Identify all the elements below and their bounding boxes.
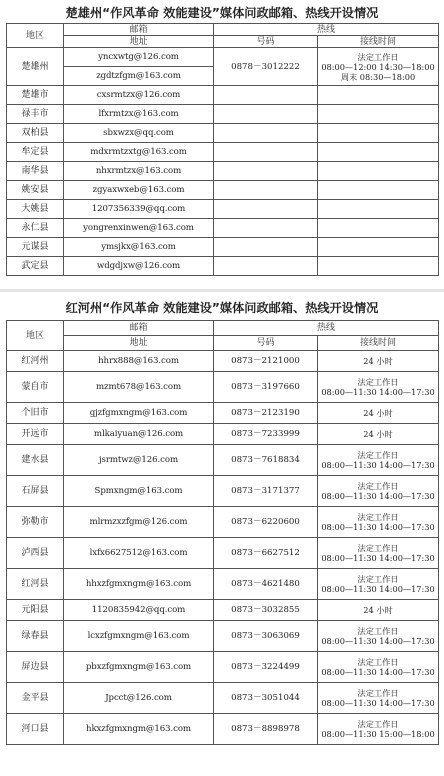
table-row — [7, 424, 439, 445]
region-cell: 红河州 — [7, 351, 64, 372]
region-cell: 永仁县 — [7, 219, 64, 238]
hours-line: 08:00—11:30 14:00—17:30 — [321, 553, 435, 563]
number-cell: 0873－6627512 — [214, 538, 318, 569]
email-cell: jsrmtwz@126.com — [64, 445, 214, 476]
email-cell: mlkaiyuan@126.com — [64, 424, 214, 445]
hours-line: 08:00—11:30 14:00—17:30 — [321, 584, 435, 594]
email-cell: 1207356339@qq.com — [64, 200, 214, 219]
header-region: 地区 — [7, 24, 64, 48]
region-cell: 屏边县 — [7, 652, 64, 683]
region-cell: 牟定县 — [7, 143, 64, 162]
header-number: 号码 — [214, 336, 318, 351]
number-cell — [214, 219, 318, 238]
number-cell: 0873－3171377 — [214, 476, 318, 507]
hours-line: 08:00—12:00 14:30—18:00 — [321, 61, 435, 72]
table-row — [7, 238, 439, 257]
hours-line: 法定工作日 — [357, 481, 399, 491]
region-cell: 楚雄市 — [7, 86, 64, 105]
region-cell: 开远市 — [7, 424, 64, 445]
region-cell: 弥勒市 — [7, 507, 64, 538]
hours-line: 08:00—11:30 15:00—18:00 — [321, 729, 435, 739]
hours-line: 法定工作日 — [357, 51, 399, 62]
section-divider — [0, 289, 444, 292]
hours-cell — [318, 569, 439, 600]
table-row — [7, 538, 439, 569]
table-row — [7, 86, 439, 105]
hours-line: 24 小时 — [363, 429, 393, 439]
number-cell: 0873－6220600 — [214, 507, 318, 538]
hours-line: 08:00—11:30 14:00—17:30 — [321, 387, 435, 397]
region-cell: 姚安县 — [7, 181, 64, 200]
hours-cell — [318, 162, 439, 181]
number-cell: 0873－2121000 — [214, 351, 318, 372]
table-row — [7, 476, 439, 507]
hours-cell — [318, 372, 439, 403]
number-cell: 0878－3012222 — [214, 48, 318, 86]
region-cell: 双柏县 — [7, 124, 64, 143]
chuxiong-contact-table — [6, 23, 439, 276]
region-cell: 南华县 — [7, 162, 64, 181]
table-row — [7, 181, 439, 200]
email-cell: mzmt678@163.com — [64, 372, 214, 403]
email-cell: nhxrmtzx@163.com — [64, 162, 214, 181]
region-cell: 楚雄州 — [7, 48, 64, 86]
region-cell: 武定县 — [7, 257, 64, 276]
table-row — [7, 219, 439, 238]
header-email-address: 地址 — [64, 336, 214, 351]
hours-cell — [318, 143, 439, 162]
hours-cell — [318, 351, 439, 372]
number-cell — [214, 181, 318, 200]
table-row — [7, 683, 439, 714]
number-cell: 0873－3197660 — [214, 372, 318, 403]
hours-line: 08:00—11:30 14:00—17:30 — [321, 522, 435, 532]
email-cell: yncxwtg@126.com — [64, 48, 214, 67]
hours-line: 法定工作日 — [357, 626, 399, 636]
hours-line: 法定工作日 — [357, 657, 399, 667]
region-cell: 红河县 — [7, 569, 64, 600]
number-cell — [214, 124, 318, 143]
header-email-group: 邮箱 — [64, 321, 214, 336]
number-cell: 0873－8898978 — [214, 714, 318, 745]
email-cell: Jpcct@126.com — [64, 683, 214, 714]
table-row — [7, 600, 439, 621]
table-row — [7, 257, 439, 276]
hours-line: 法定工作日 — [357, 688, 399, 698]
hours-cell — [318, 257, 439, 276]
header-email-address: 地址 — [64, 36, 214, 48]
hours-cell — [318, 683, 439, 714]
hours-cell — [318, 507, 439, 538]
hours-line: 法定工作日 — [357, 377, 399, 387]
region-cell: 蒙自市 — [7, 372, 64, 403]
region-cell: 建水县 — [7, 445, 64, 476]
header-number: 号码 — [214, 36, 318, 48]
number-cell: 0873－7233999 — [214, 424, 318, 445]
table-row — [7, 351, 439, 372]
number-cell: 0873－4621480 — [214, 569, 318, 600]
email-cell: zgyaxwxeb@163.com — [64, 181, 214, 200]
hours-line: 08:00—11:30 14:00—17:30 — [321, 698, 435, 708]
hours-cell — [318, 403, 439, 424]
honghe-contact-table — [6, 320, 439, 745]
table-row — [7, 124, 439, 143]
number-cell — [214, 105, 318, 124]
hours-cell — [318, 181, 439, 200]
number-cell: 0873－3224499 — [214, 652, 318, 683]
table-row — [7, 143, 439, 162]
number-cell — [214, 162, 318, 181]
table-row — [7, 162, 439, 181]
region-cell: 石屏县 — [7, 476, 64, 507]
table-row — [7, 445, 439, 476]
email-cell: 1120835942@qq.com — [64, 600, 214, 621]
table-row — [7, 652, 439, 683]
email-cell: gjzfgmxngm@163.com — [64, 403, 214, 424]
hours-cell — [318, 538, 439, 569]
header-hotline-group: 热线 — [214, 24, 439, 36]
number-cell — [214, 257, 318, 276]
hours-cell — [318, 105, 439, 124]
table-row — [7, 714, 439, 745]
email-cell: sbxwzx@qq.com — [64, 124, 214, 143]
email-cell: zgdtzfgm@163.com — [64, 67, 214, 86]
region-cell: 禄丰市 — [7, 105, 64, 124]
hours-cell — [318, 86, 439, 105]
table-row — [7, 569, 439, 600]
hours-line: 24 小时 — [363, 605, 393, 615]
email-cell: lxfx6627512@163.com — [64, 538, 214, 569]
hours-cell — [318, 600, 439, 621]
number-cell — [214, 143, 318, 162]
hours-line: 法定工作日 — [357, 543, 399, 553]
header-email-group: 邮箱 — [64, 24, 214, 36]
table-row — [7, 507, 439, 538]
email-cell: Spmxngm@163.com — [64, 476, 214, 507]
hours-line: 24 小时 — [363, 408, 393, 418]
region-cell: 个旧市 — [7, 403, 64, 424]
number-cell — [214, 86, 318, 105]
number-cell — [214, 200, 318, 219]
hours-line: 24 小时 — [363, 356, 393, 366]
region-cell: 元谋县 — [7, 238, 64, 257]
region-cell: 大姚县 — [7, 200, 64, 219]
hours-line: 法定工作日 — [357, 450, 399, 460]
hours-line: 08:00—11:30 14:00—17:30 — [321, 460, 435, 470]
hours-cell — [318, 621, 439, 652]
email-cell: wdgdjxw@126.com — [64, 257, 214, 276]
hours-line: 周末 08:30—18:00 — [340, 71, 416, 82]
header-hours: 接线时间 — [318, 336, 439, 351]
table-row — [7, 105, 439, 124]
hours-cell — [318, 652, 439, 683]
table-row — [7, 200, 439, 219]
email-cell: yongrenxinwen@163.com — [64, 219, 214, 238]
header-hours: 接线时间 — [318, 36, 439, 48]
hours-cell — [318, 714, 439, 745]
number-cell: 0873－3032855 — [214, 600, 318, 621]
region-cell: 河口县 — [7, 714, 64, 745]
hours-cell — [318, 200, 439, 219]
hours-cell — [318, 219, 439, 238]
hours-cell — [318, 124, 439, 143]
email-cell: hhrx888@163.com — [64, 351, 214, 372]
hours-cell — [318, 476, 439, 507]
table-row — [7, 403, 439, 424]
table1-title: 楚雄州“作风革命 效能建设”媒体问政邮箱、热线开设情况 — [65, 6, 379, 20]
number-cell: 0873－2123190 — [214, 403, 318, 424]
table-row — [7, 621, 439, 652]
email-cell: pbxzfgmxngm@163.com — [64, 652, 214, 683]
number-cell: 0873－7618834 — [214, 445, 318, 476]
number-cell: 0873－3063069 — [214, 621, 318, 652]
email-cell: lfxrmtzx@163.com — [64, 105, 214, 124]
header-region: 地区 — [7, 321, 64, 351]
hours-cell — [318, 424, 439, 445]
email-cell: hhxzfgmxngm@163.com — [64, 569, 214, 600]
hours-cell — [318, 238, 439, 257]
number-cell — [214, 238, 318, 257]
hours-line: 法定工作日 — [357, 719, 399, 729]
hours-line: 法定工作日 — [357, 574, 399, 584]
region-cell: 金平县 — [7, 683, 64, 714]
email-cell: hkxzfgmxngm@163.com — [64, 714, 214, 745]
number-cell: 0873－3051044 — [214, 683, 318, 714]
hours-line: 08:00—11:30 14:00—17:30 — [321, 491, 435, 501]
hours-line: 08:00—11:30 14:00—17:30 — [321, 667, 435, 677]
hours-line: 法定工作日 — [357, 512, 399, 522]
hours-cell — [318, 445, 439, 476]
header-hotline-group: 热线 — [214, 321, 439, 336]
hours-line: 08:00—11:30 14:00—17:30 — [321, 636, 435, 646]
table-row — [7, 372, 439, 403]
email-cell: lcxzfgmxngm@163.com — [64, 621, 214, 652]
region-cell: 绿春县 — [7, 621, 64, 652]
email-cell: cxsrmtzx@126.com — [64, 86, 214, 105]
region-cell: 元阳县 — [7, 600, 64, 621]
region-cell: 泸西县 — [7, 538, 64, 569]
hours-cell — [318, 48, 439, 86]
email-cell: mdxrmtzxtg@163.com — [64, 143, 214, 162]
email-cell: ymsjkx@163.com — [64, 238, 214, 257]
email-cell: mlrmzxzfgm@126.com — [64, 507, 214, 538]
table2-title: 红河州“作风革命 效能建设”媒体问政邮箱、热线开设情况 — [65, 301, 379, 315]
